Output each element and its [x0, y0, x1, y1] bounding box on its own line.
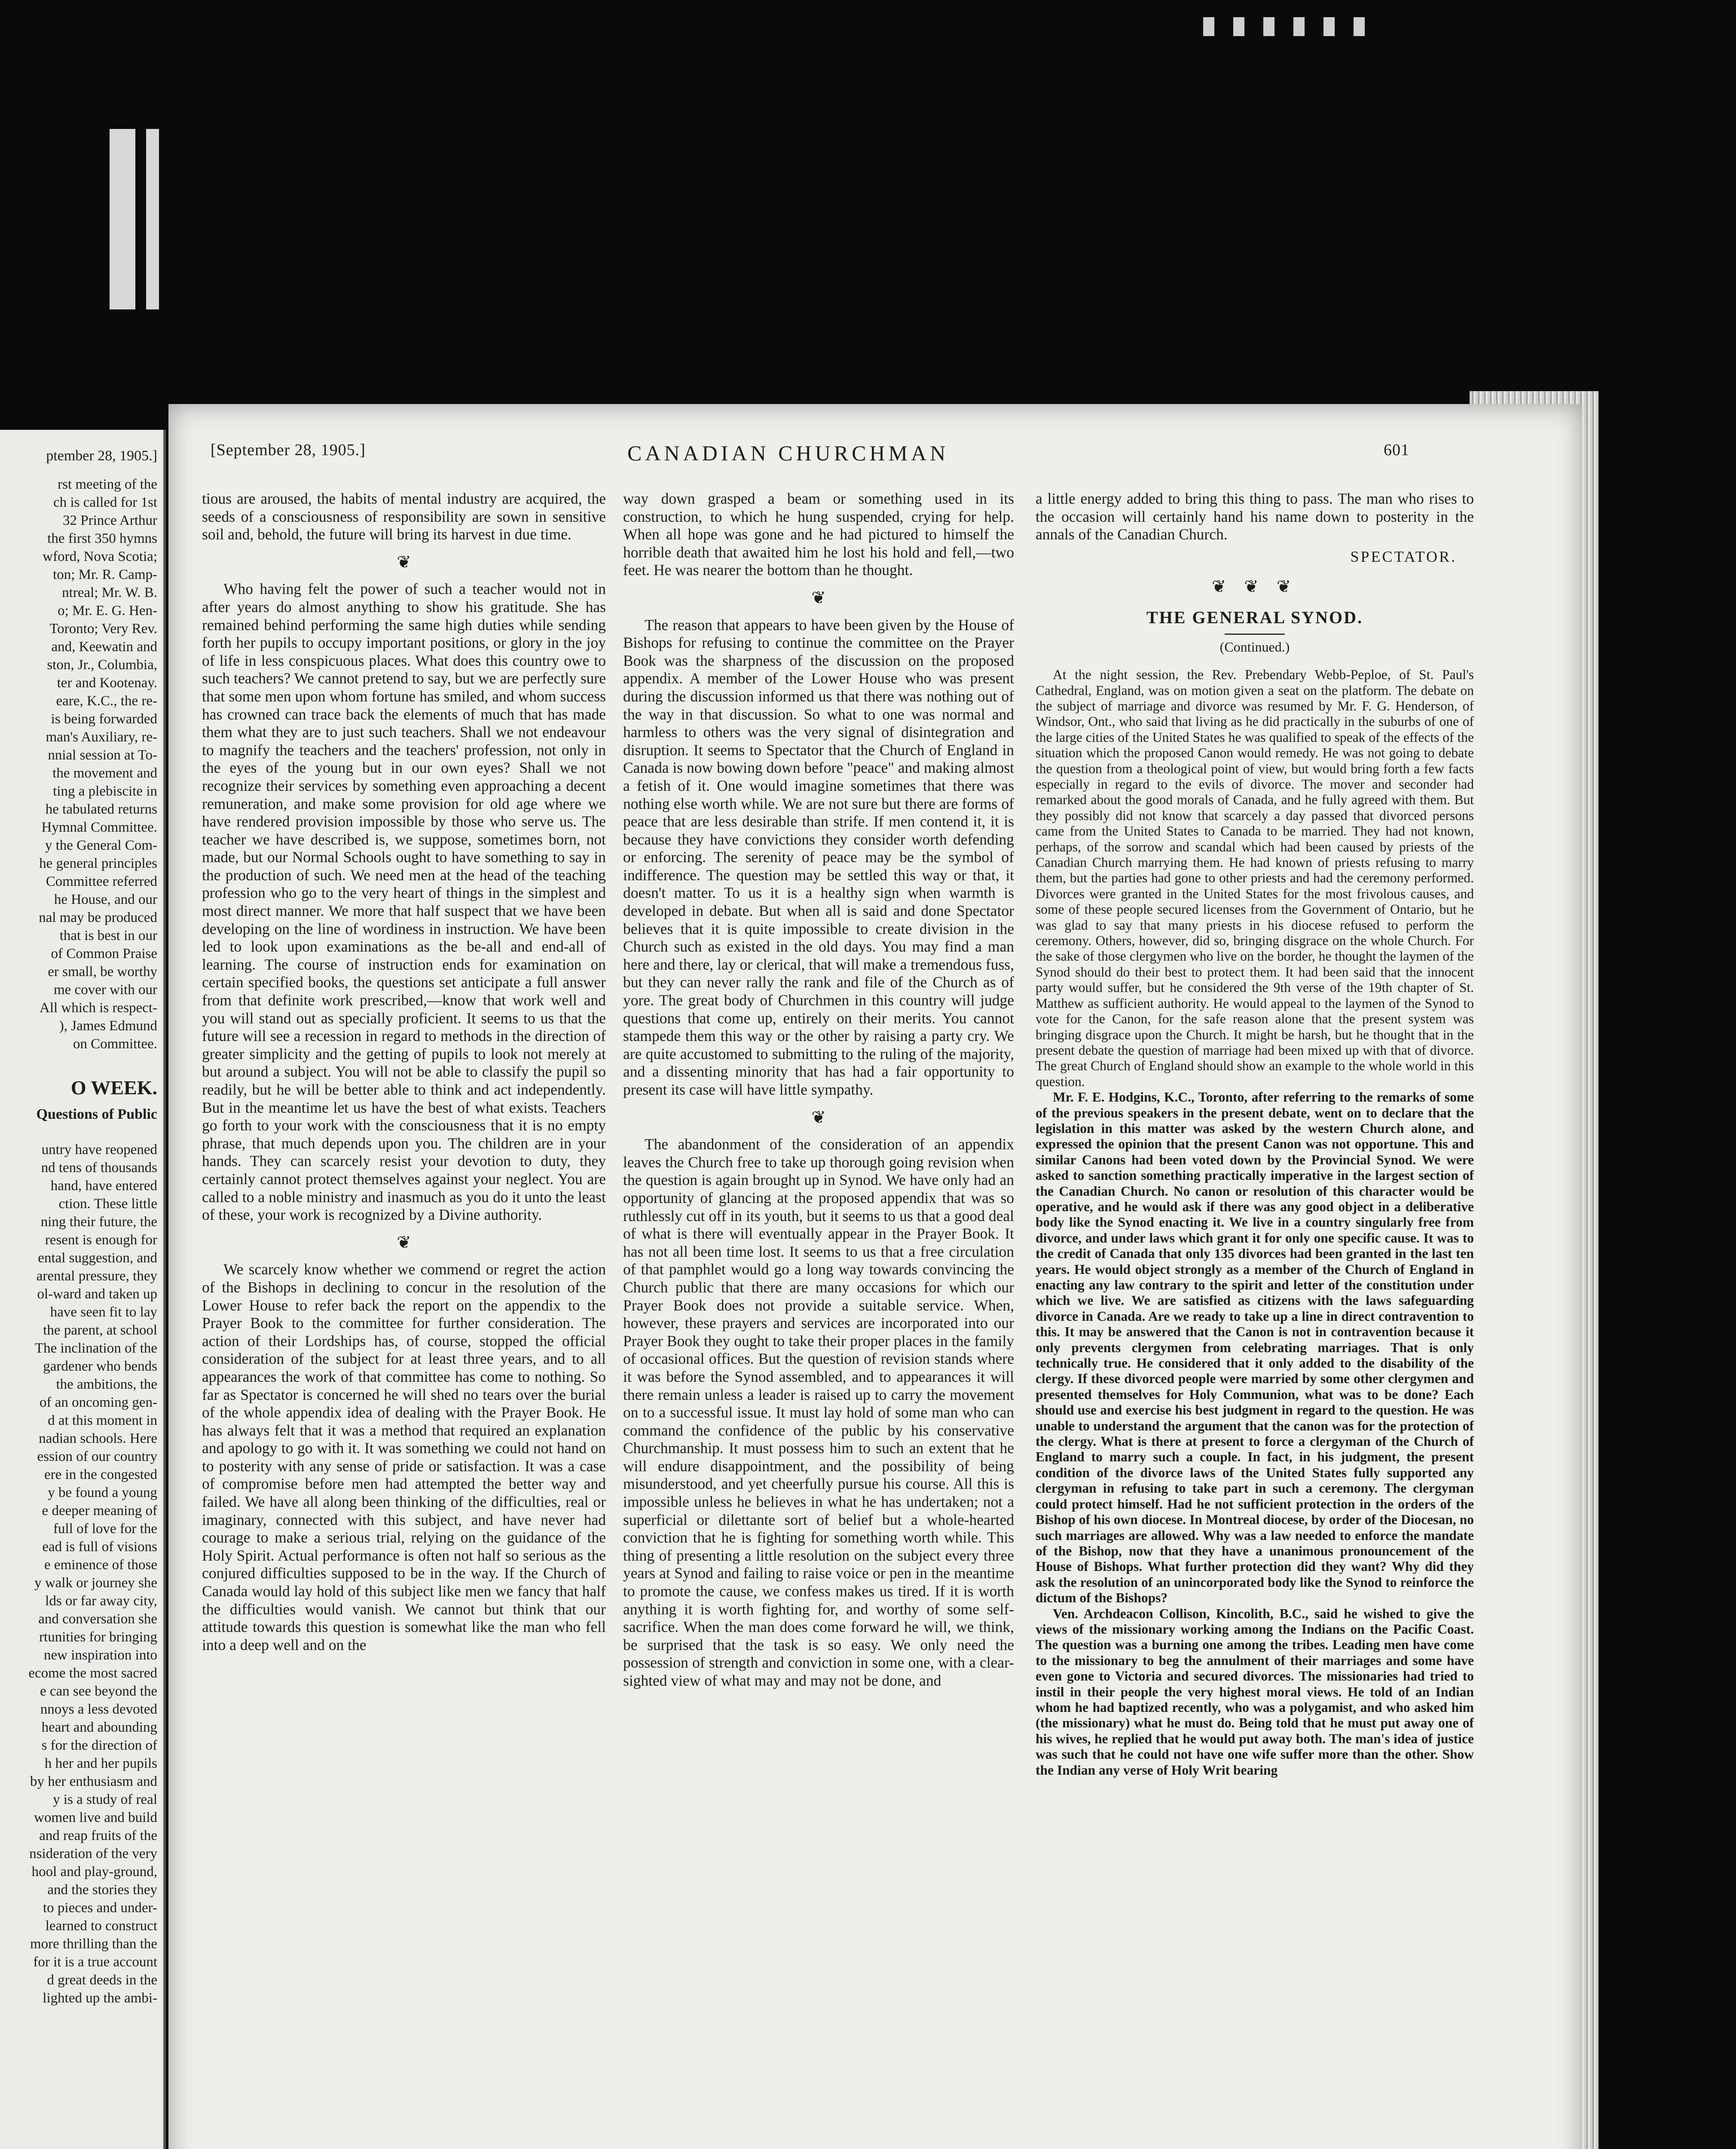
text-line: rtunities for bringing [39, 1629, 157, 1645]
previous-page-date: ptember 28, 1905.] [46, 448, 157, 464]
text-line: Toronto; Very Rev. [49, 621, 157, 637]
paragraph: We scarcely know whether we commend or regret the action of the Bishops in declining to concur in the resolution of the Lower House to refer back the report on the appendix to the Prayer Book to the committee for further consideration. The action of their Lordships has, of course, stopped the official consideration of the subject for at least three years, and to all appearances the work of that committee has come to nothing. So far as Spectator is concerned he will shed no tears over the burial of the whole appendix idea of dealing with the Prayer Book. He has always felt that it was a method that required an explanation and apology to go with it. It was something we could not hand on to posterity with any sense of pride or satisfaction. It was a case of compromise before men had attempted the better way and failed. We have all along been thinking of the difficulties, real or imaginary, connected with this subject, and have never had courage to make a serious trial, relying on the guidance of the Holy Spirit. Actual performance is often not half so serious as the conjured difficulties supposed to be in the way. If the Church of Canada would lay hold of this subject like men we fancy that half the difficulties would vanish. We cannot but think that our attitude towards this question is somewhat like the man who fell into a deep well and on the [202, 1261, 606, 1653]
text-line: he general principles [39, 856, 157, 871]
paragraph: The reason that appears to have been given by the House of Bishops for refusing to continue the committee on the Prayer Book was the sharpness of the discussion on the proposed appendix. A member of the Lower House who was present during the discussion informed us that there was nothing out of the way in that discussion. So what to one was normal and harmless to others was the very signal of disintegration and disruption. It seems to Spectator that the Church of England in Canada is now bowing down before "peace" and making almost a fetish of it. One would imagine sometimes that there was nothing else worth while. We are not sure but there are forms of peace that are less desirable than strife. If men contend it, it is because they have convictions they consider worth defending or enforcing. The serenity of peace may be the symbol of indifference. The question may be settled this way or that, it doesn't matter. To us it is a healthy sign when warmth is developed in debate. But when all is said and done Spectator believes that it is quite impossible to create division in the Church such as existed in the old days. You may find a man here and there, lay or clerical, that will make a tremendous fuss, but they can never rally the rank and file of the Church as of yore. The great body of Churchmen in this country will judge questions that come up, entirely on their merits. You cannot stampede them this way or the other by raising a party cry. We are quite accustomed to submitting to the ruling of the majority, and a dissenting minority that has had a fair opportunity to present its case will have little sympathy. [623, 616, 1014, 1098]
column-1 [202, 490, 606, 1654]
text-line: y walk or journey she [34, 1575, 157, 1591]
section-rule [1225, 634, 1285, 635]
text-line: the parent, at school [43, 1322, 157, 1338]
text-line: he tabulated returns [45, 802, 157, 817]
text-line: ton; Mr. R. Camp- [53, 567, 157, 582]
ornament-icon: ❦ [811, 588, 826, 607]
paragraph: Who having felt the power of such a teacher would not in after years do almost anything to show his gratitude. She has remained behind performing the same high duties while sending forth her pupils to occupy important positions, or glory in the joy of life in less conspicuous places. What does this country owe to such teachers? We cannot pretend to say, but we are perfectly sure that some men upon whom fortune has smiled, and whom success has crowned can trace back the elements of much that has made them what they are to just such teachers. Shall we not endeavour to magnify the teachers and the teachers' profession, not only in the eyes of the young but in our own eyes? Shall we not recognize their services by something even approaching a decent remuneration, and make some provision for old age where we have rendered provision impossible by those who serve us. The teacher we have described is, we suppose, sometimes born, not made, but our Normal Schools ought to have something to say in the production of such. We need men at the head of the teaching profession who go to the very heart of things in the simplest and most direct manner. We more that half suspect that we have been developing on the line of wordiness in instruction. We have been led to look upon examinations as the be-all and end-all of learning. The course of instruction ends for examination on certain specified books, the questions set anticipate a full answer from that definite work prescribed,—know that work well and you will stand out as specially proficient. It seems to us that the future will see a recession in regard to methods in the direction of greater simplicity and the getting of pupils to look not merely at but around a subject. You will not be able to classify the pupil so readily, but he will be better able to think and act independently. But in the meantime let us have the best of what exists. Teachers go forth to your work with the consciousness that it is no empty phrase, that much depends upon you. The children are in your hands. They can scarcely resist your devotion to duty, they certainly cannot protect themselves against your neglect. You are called to a noble ministry and inasmuch as you do it unto the least of these, your work is recognized by a Divine authority. [202, 580, 606, 1224]
text-line: by her enthusiasm and [30, 1774, 157, 1789]
synod-report [1036, 667, 1474, 1778]
text-line: that is best in our [59, 928, 157, 943]
text-line: ntreal; Mr. W. B. [62, 585, 157, 600]
previous-page-lines [0, 475, 157, 1053]
text-line: for it is a true account [33, 1954, 157, 1970]
text-line: and reap fruits of the [39, 1828, 157, 1843]
text-line: nd tens of thousands [41, 1160, 157, 1176]
text-line: ting a plebiscite in [53, 784, 157, 799]
text-line: ental suggestion, and [38, 1250, 157, 1266]
text-line: The inclination of the [35, 1341, 157, 1356]
paragraph: Mr. F. E. Hodgins, K.C., Toronto, after referring to the remarks of some of the previous speakers in the present debate, went on to declare that the legislation in this matter was asked by the western Church alone, and expressed the opinion that the present Canon was not opportune. This and similar Canons had been voted down by the Provincial Synod. We were asked to sanction something practically imperative in the largest section of the Canadian Church. No canon or resolution of this character would be operative, and he would ask if there was any good object in a deliberative body like the Synod enacting it. We live in a country singularly free from divorce, and under laws which grant it for only one specific cause. It was to the credit of Canada that only 135 divorces had been granted in the last ten years. He would object strongly as a member of the Church of England in enacting any law contrary to the spirit and letter of the constitution under which we live. We are satisfied as citizens with the laws safeguarding divorce in Canada. Are we ready to take up a line in direct contravention to this. It may be answered that the Canon is not in contravention because it only prevents clergymen from celebrating marriages. That is only technically true. He considered that it only added to the disability of the clergy. If these divorced people were married by some other clergymen and presented themselves for Holy Communion, what was to be done? Each should use and exercise his best judgment in regard to the question. He was unable to understand the argument that the canon was for the protection of the clergy. What is there at present to force a clergyman of the Church of England to marry such a couple. In fact, in his judgment, the present condition of the divorce laws of the United States fully supported any clergyman in refusing to take part in such a ceremony. The clergyman could protect himself. Had he not sufficient protection in the orders of the Bishop of his own diocese. In Montreal diocese, by order of the Diocesan, no such marriages are allowed. Why was a law needed to enforce the mandate of the Bishop, now that they have a unanimous pronouncement of the House of Bishops. What further protection did they want? Why did they ask the resolution of an unincorporated body like the Synod to reinforce the dictum of the Bishops? [1036, 1090, 1474, 1606]
text-line: women live and build [34, 1810, 157, 1825]
text-line: new inspiration into [44, 1647, 157, 1663]
film-tick [1323, 17, 1335, 36]
column-2 [623, 490, 1014, 1690]
text-line: d at this moment in [48, 1413, 157, 1428]
text-line: to pieces and under- [43, 1900, 157, 1916]
film-tick [1263, 17, 1274, 36]
text-line: y is a study of real [53, 1792, 157, 1807]
text-line: on Committee. [73, 1036, 157, 1052]
text-line: nadian schools. Here [39, 1431, 157, 1446]
text-line: nsideration of the very [29, 1846, 157, 1861]
signature: SPECTATOR. [1350, 548, 1457, 565]
text-line: hand, have entered [50, 1178, 157, 1194]
text-line: rst meeting of the [58, 477, 157, 492]
text-line: wford, Nova Scotia; [43, 549, 157, 564]
film-tick [1203, 17, 1214, 36]
text-line: d great deeds in the [47, 1972, 157, 1988]
paragraph: way down grasped a beam or something used in its construction, to which he hung suspended, crying for help. When all hope was gone and he had pictured to himself the horrible death that awaited him he lost his hold and fell,—two feet. He was nearer the bottom than he thought. [623, 490, 1014, 579]
paragraph: At the night session, the Rev. Prebendary Webb-Peploe, of St. Paul's Cathedral, England, was on motion given a seat on the platform. The debate on the subject of marriage and divorce was resumed by Mr. F. G. Henderson, of Windsor, Ont., who said that living as he did practically in the suburbs of one of the large cities of the United States he was qualified to speak of the effects of the situation which the proposed Canon would remedy. He was not going to debate the question from a theological point of view, but would bring forth a few facts especially in regard to the evils of divorce. The mover and seconder had remarked about the good morals of Canada, and he fully agreed with them. But they possibly did not know that scarcely a day passed that divorced persons came from the United States to Canada to be married. They had not known, perhaps, of the sorrow and scandal which had been caused by priests of the Canadian Church marrying them. He had known of priests refusing to marry them, but the parties had gone to other priests and had the ceremony performed. Divorces were granted in the United States for the most frivolous causes, and some of these people secured licenses from the Government of Ontario, but he was glad to say that many priests in his diocese refused to perform the ceremony. Others, however, did so, bringing disgrace on the whole Church. For the sake of those clergymen who live on the border, he thought the laymen of the Synod should do their best to protect them. It had been said that the innocent party would suffer, but he considered the 9th verse of the 19th chapter of St. Matthew as sufficient authority. He would appeal to the laymen of the Synod to vote for the Canon, for the safe reason alone that the present system was bringing disgrace upon the Church. It might be harsh, but he thought that in the present debate the question of marriage had been mixed up with that of divorce. The great Church of England should show an example to the whole world in this question. [1036, 667, 1474, 1089]
section-subtitle: (Continued.) [1219, 639, 1290, 655]
text-line: Committee referred [46, 874, 157, 889]
text-line: ning their future, the [40, 1214, 157, 1230]
paragraph: Ven. Archdeacon Collison, Kincolith, B.C., said he wished to give the views of the missionary working among the Indians on the Pacific Coast. The question was a burning one among the tribes. Leading men have come to the missionary to beg the annulment of their marriages and some have even gone to Victoria and secured divorces. The missionaries had tried to instil in their people the very highest moral views. He told of an Indian whom he had baptized recently, who was a polygamist, and who asked him (the missionary) what he must do. Being told that he must put away one of his wives, he replied that he would put away both. The man's idea of justice was such that he could not have one wife suffer more than the other. Show the Indian any verse of Holy Writ bearing [1036, 1606, 1474, 1778]
text-line: ecome the most sacred [28, 1665, 157, 1681]
film-tick [1354, 17, 1365, 36]
text-line: gardener who bends [43, 1359, 157, 1374]
film-edge-mark [146, 129, 159, 309]
text-line: ch is called for 1st [53, 495, 157, 510]
previous-page-heading: O WEEK. [70, 1077, 157, 1099]
text-line: ession of our country [37, 1449, 157, 1464]
text-line: is being forwarded [51, 711, 157, 727]
text-line: me cover with our [53, 982, 157, 998]
text-line: resent is enough for [45, 1232, 157, 1248]
text-line: full of love for the [53, 1521, 157, 1537]
page-number: 601 [1384, 441, 1409, 459]
text-line: have seen fit to lay [50, 1304, 157, 1320]
previous-page-subheading: Questions of Public [36, 1106, 157, 1122]
previous-page-lines-2 [0, 1141, 157, 2007]
text-line: lds or far away city, [45, 1593, 157, 1609]
text-line: hool and play-ground, [31, 1864, 157, 1880]
text-line: more thrilling than the [30, 1936, 157, 1952]
text-line: untry have reopened [41, 1142, 157, 1157]
paragraph: The abandonment of the consideration of an appendix leaves the Church free to take up thorough going revision when the question is again brought up in Synod. We have only had an opportunity of glancing at the proposed appendix that was so ruthlessly cut off in its youth, but it seems to us that a good deal of what is there will eventually appear in the Prayer Book. It has not all been time lost. It seems to us that a free circulation of that pamphlet would go a long way towards convincing the Church public that there are many occasions for which our Prayer Book does not provide a suitable service. When, however, these prayers and services are incorporated into our Prayer Book they ought to take their proper places in the family of occasional offices. But the question of revision stands where it was before the Synod assembled, and to appearances it will there remain unless a leader is raised up to carry the movement on to a successful issue. It must lay hold of some man who can command the confidence of the public by his conservative Churchmanship. It must possess him to such an extent that he will endure disappointment, and the possibility of being misunderstood, and yet cheerfully pursue his course. All this is impossible unless he believes in what he has undertaken; not a superficial or dilettante sort of belief but a whole-hearted conviction that he is fighting for something worth while. This thing of presenting a little resolution on the subject every three years at Synod and failing to raise voice or pen in the meantime to promote the cause, we confess makes us tired. If it is worth anything it is worth fighting for, and worthy of some self-sacrifice. When the man does come forward he will, we think, be surprised that the task is so easy. We only need the possession of strength and conviction in some one, with a clear-sighted view of what may and may not be done, and [623, 1136, 1014, 1689]
column-3 [1036, 490, 1474, 1778]
page-title: CANADIAN CHURCHMAN [627, 441, 949, 465]
text-line: o; Mr. E. G. Hen- [58, 603, 157, 618]
text-line: h her and her pupils [44, 1756, 157, 1771]
ornament-icon: ❦ ❦ ❦ [1211, 577, 1298, 597]
page-date: [September 28, 1905.] [211, 441, 366, 459]
text-line: ston, Jr., Columbia, [47, 657, 157, 673]
text-line: ead is full of visions [42, 1539, 157, 1555]
text-line: of Common Praise [51, 946, 157, 961]
text-line: and conversation she [38, 1611, 157, 1627]
section-title: THE GENERAL SYNOD. [1146, 607, 1363, 627]
text-line: learned to construct [45, 1918, 157, 1934]
text-line: Hymnal Committee. [41, 820, 157, 835]
text-line: the ambitions, the [56, 1377, 157, 1392]
ornament-icon: ❦ [397, 1232, 411, 1252]
text-line: ol-ward and taken up [37, 1286, 157, 1302]
text-line: man's Auxiliary, re- [46, 729, 157, 745]
text-line: er small, be worthy [48, 964, 157, 980]
text-line: lighted up the ambi- [43, 1990, 157, 2006]
text-line: eare, K.C., the re- [56, 693, 157, 709]
text-line: nnial session at To- [48, 747, 157, 763]
film-tick [1233, 17, 1244, 36]
text-line: the movement and [52, 765, 157, 781]
text-line: y the General Com- [45, 838, 157, 853]
text-line: s for the direction of [41, 1738, 157, 1753]
text-line: ere in the congested [44, 1467, 157, 1482]
text-line: y be found a young [48, 1485, 157, 1500]
text-line: nal may be produced [39, 910, 157, 925]
paragraph: a little energy added to bring this thing to pass. The man who rises to the occasion will certainly hand his name down to posterity in the annals of the Canadian Church. [1036, 490, 1474, 543]
ornament-icon: ❦ [397, 552, 411, 572]
text-line: e can see beyond the [40, 1684, 157, 1699]
text-line: he House, and our [54, 892, 157, 907]
ornament-icon: ❦ [811, 1107, 826, 1127]
text-line: of an oncoming gen- [39, 1395, 157, 1410]
text-line: 32 Prince Arthur [63, 513, 157, 528]
text-line: e deeper meaning of [42, 1503, 157, 1518]
text-line: ter and Kootenay. [57, 675, 157, 691]
text-line: nnoys a less devoted [40, 1702, 157, 1717]
text-line: e eminence of those [44, 1557, 157, 1573]
previous-page-text [0, 447, 157, 2007]
previous-page-fragment [0, 430, 166, 2149]
text-line: ), James Edmund [59, 1018, 157, 1034]
text-line: All which is respect- [39, 1000, 157, 1016]
text-line: heart and abounding [41, 1720, 157, 1735]
text-line: and the stories they [47, 1882, 157, 1898]
text-line: and, Keewatin and [51, 639, 157, 655]
text-line: the first 350 hymns [47, 531, 157, 546]
text-line: ction. These little [58, 1196, 157, 1212]
film-edge-mark [110, 129, 135, 309]
paragraph: tious are aroused, the habits of mental industry are acquired, the seeds of a consciousness of responsibility are sown in sensitive soil and, behold, the future will bring its harvest in due time. [202, 490, 606, 543]
film-tick [1293, 17, 1305, 36]
text-line: arental pressure, they [36, 1268, 157, 1284]
